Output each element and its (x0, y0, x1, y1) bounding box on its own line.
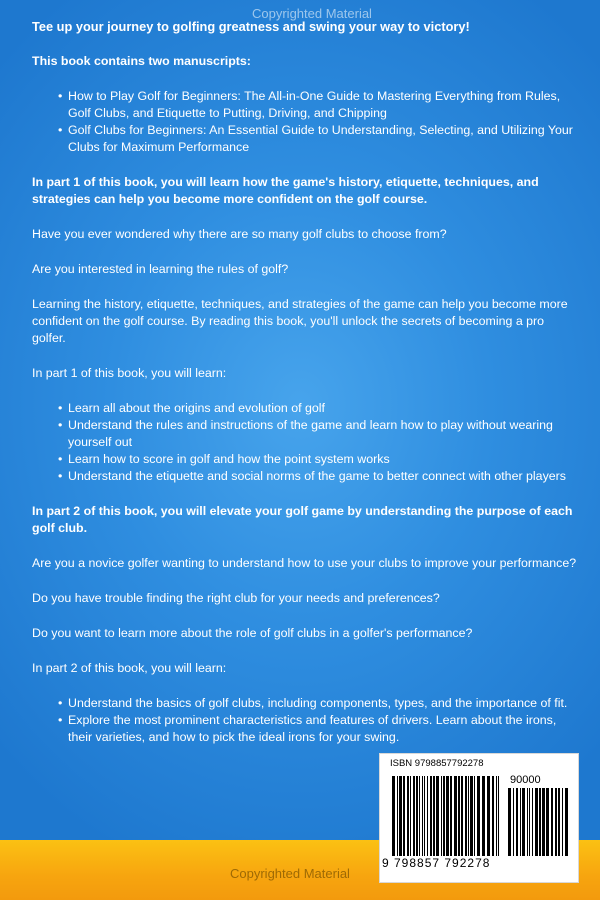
barcode-digits: 9 798857 792278 (382, 856, 491, 870)
list-item: • Understand the etiquette and social norms of the game to better connect with other players (60, 468, 580, 485)
isbn-label: ISBN 9798857792278 (390, 758, 484, 769)
part1-paragraph: Learning the history, etiquette, techniques, and strategies of the game can help you become more confident on the golf course. By reading this book, you'll unlock the secrets of becoming a pro golfer. (32, 297, 568, 345)
list-item: • Explore the most prominent characteristics and features of drivers. Learn about the irons, their varieties, and how to pick the ideal irons for your swing. (60, 712, 572, 746)
part1-heading: In part 1 of this book, you will learn how the game's history, etiquette, techniques, and strategies can help you become more confident on the golf course. (32, 175, 539, 206)
manuscripts-list (32, 88, 580, 156)
part2-list (32, 695, 572, 746)
watermark-top: Copyrighted Material (252, 6, 372, 21)
barcode (379, 753, 579, 883)
list-item: • Learn all about the origins and evolution of golf (60, 400, 580, 417)
part1-learn-intro: In part 1 of this book, you will learn: (32, 366, 227, 380)
watermark-bottom: Copyrighted Material (230, 866, 350, 881)
list-item: • Learn how to score in golf and how the point system works (60, 451, 580, 468)
list-item: • Understand the rules and instructions of the game and learn how to play without wearing yourself out (60, 417, 580, 451)
barcode-bars (392, 776, 502, 856)
part2-heading: In part 2 of this book, you will elevate your golf game by understanding the purpose of each golf club. (32, 504, 573, 535)
back-cover-text (32, 18, 580, 764)
list-item: • How to Play Golf for Beginners: The All-in-One Guide to Mastering Everything from Rules, Golf Clubs, and Etiquette to Putting, Driving, and Chipping (60, 88, 580, 122)
part2-question-2: Do you have trouble finding the right club for your needs and preferences? (32, 591, 440, 605)
tagline: Tee up your journey to golfing greatness and swing your way to victory! (32, 19, 470, 34)
price-code: 90000 (510, 774, 541, 786)
part2-question-1: Are you a novice golfer wanting to understand how to use your clubs to improve your performance? (32, 556, 577, 570)
list-item: • Understand the basics of golf clubs, including components, types, and the importance of fit. (60, 695, 572, 712)
part1-question-1: Have you ever wondered why there are so many golf clubs to choose from? (32, 227, 447, 241)
part1-question-2: Are you interested in learning the rules of golf? (32, 262, 289, 276)
part2-question-3: Do you want to learn more about the role of golf clubs in a golfer's performance? (32, 626, 473, 640)
part2-learn-intro: In part 2 of this book, you will learn: (32, 661, 227, 675)
barcode-addon-bars (508, 788, 568, 856)
manuscripts-intro: This book contains two manuscripts: (32, 54, 251, 68)
part1-list (32, 400, 580, 485)
list-item: • Golf Clubs for Beginners: An Essential Guide to Understanding, Selecting, and Utilizing Your Clubs for Maximum Performance (60, 122, 580, 156)
